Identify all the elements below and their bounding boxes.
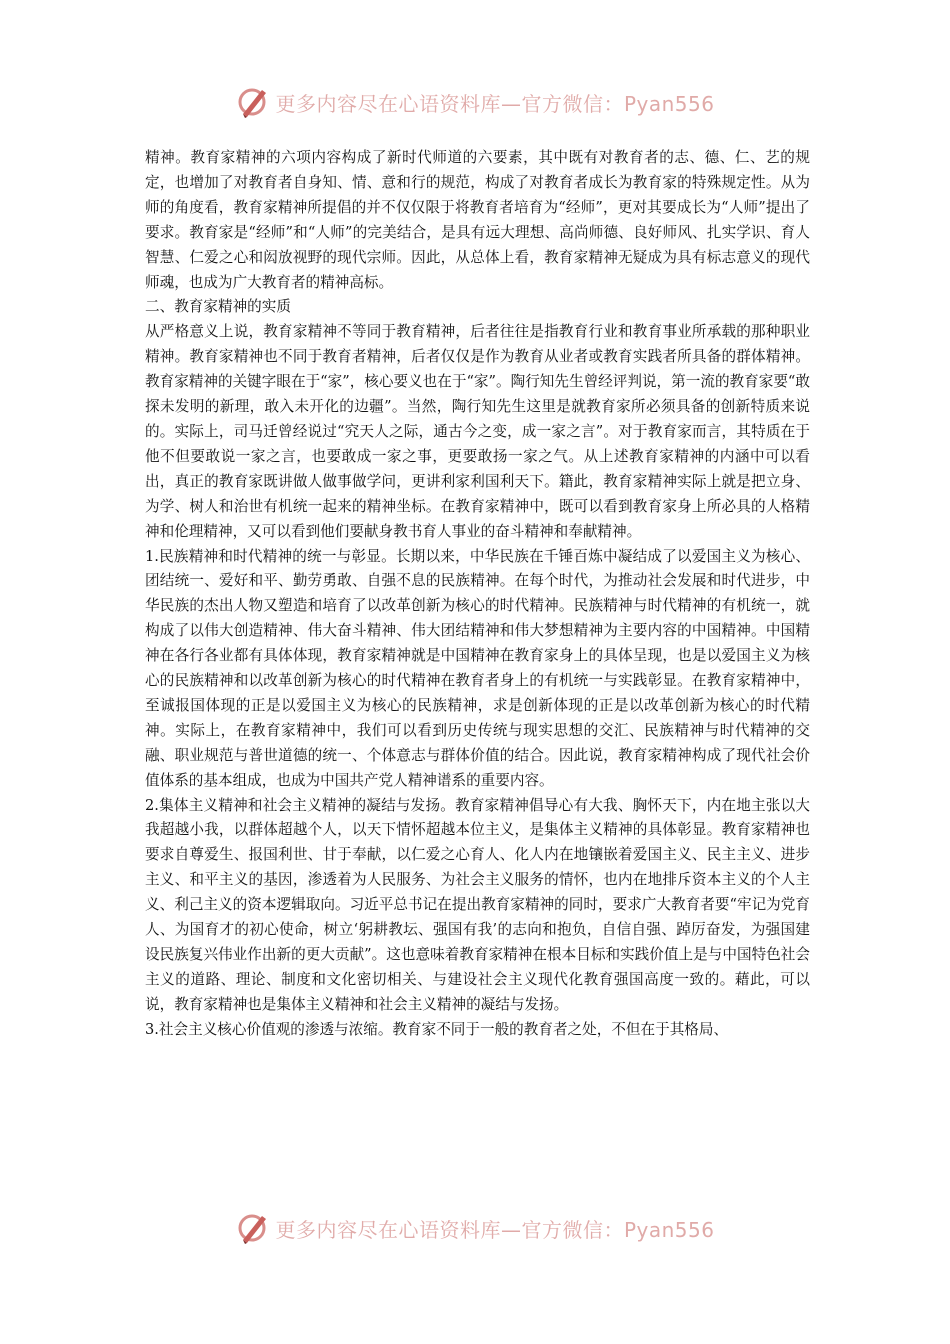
section-heading: 二、教育家精神的实质 [145,298,291,316]
paragraph: 1.民族精神和时代精神的统一与彰显。长期以来，中华民族在千锤百炼中凝结成了以爱国主义为核心、团结统一、爱好和平、勤劳勇敢、自强不息的民族精神。在每个时代，为推动社会发展和时代进步，中华民族的杰出人物又塑造和培育了以改革创新为核心的时代精神。民族精神与时代精神的有机统一，就构成了以伟大创造精神、伟大奋斗精神、伟大团结精神和伟大梦想精神为主要内容的中国精神。中国精神在各行各业都有具体体现，教育家精神就是中国精神在教育家身上的具体呈现，也是以爱国主义为核心的民族精神和以改革创新为核心的时代精神在教育者身上的有机统一与实践彰显。在教育家精神中，至诚报国体现的正是以爱国主义为核心的民族精神，求是创新体现的正是以改革创新为核心的时代精神。实际上，在教育家精神中，我们可以看到历史传统与现实思想的交汇、民族精神与时代精神的交融、职业规范与普世道德的统一、个体意志与群体价值的结合。因此说，教育家精神构成了现代社会价值体系的基本组成，也成为中国共产党人精神谱系的重要内容。 [145,547,810,789]
banner-text: 更多内容尽在心语资料库—官方微信：Pyan556 [275,91,715,116]
paragraph: 2.集体主义精神和社会主义精神的凝结与发扬。教育家精神倡导心有大我、胸怀天下，内在地主张以大我超越小我，以群体超越个人，以天下情怀超越本位主义，是集体主义精神的具体彰显。教育家精神也要求自尊爱生、报国利世、甘于奉献，以仁爱之心育人、化人内在地镶嵌着爱国主义、民主主义、进步主义、和平主义的基因，渗透着为人民服务、为社会主义服务的情怀，也内在地排斥资本主义的个人主义、利己主义的资本逻辑取向。习近平总书记在提出教育家精神的同时，要求广大教育者要“牢记为党育人、为国育才的初心使命，树立‘躬耕教坛、强国有我’的志向和抱负，自信自强、踔厉奋发，为强国建设民族复兴伟业作出新的更大贡献”。这也意味着教育家精神在根本目标和实践价值上是与中国特色社会主义的道路、理论、制度和文化密切相关、与建设社会主义现代化教育强国高度一致的。藉此，可以说，教育家精神也是集体主义精神和社会主义精神的凝结与发扬。 [145,796,810,1013]
paragraph: 3.社会主义核心价值观的渗透与浓缩。教育家不同于一般的教育者之处，不但在于其格局、 [145,1020,729,1038]
header-watermark-banner [0,80,950,124]
pen-logo-icon [235,1210,271,1246]
paragraph: 从严格意义上说，教育家精神不等同于教育精神，后者往往是指教育行业和教育事业所承载的那种职业精神。教育家精神也不同于教育者精神，后者仅仅是作为教育从业者或教育实践者所具备的群体精神。教育家精神的关键字眼在于“家”，核心要义也在于“家”。陶行知先生曾经评判说，第一流的教育家要“敢探未发明的新理，敢入未开化的边疆”。当然，陶行知先生这里是就教育家所必须具备的创新特质来说的。实际上，司马迁曾经说过“究天人之际，通古今之变，成一家之言”。对于教育家而言，其特质在于他不但要敢说一家之言，也要敢成一家之事，更要敢扬一家之气。从上述教育家精神的内涵中可以看出，真正的教育家既讲做人做事做学问，更讲利家利国利天下。籍此，教育家精神实际上就是把立身、为学、树人和治世有机统一起来的精神坐标。在教育家精神中，既可以看到教育家身上所必具的人格精神和伦理精神，又可以看到他们要献身教书育人事业的奋斗精神和奉献精神。 [145,323,810,540]
footer-watermark-banner [0,1206,950,1250]
banner-text: 更多内容尽在心语资料库—官方微信：Pyan556 [275,1217,715,1242]
document-body [145,146,810,1043]
pen-logo-icon [235,84,271,120]
paragraph: 精神。教育家精神的六项内容构成了新时代师道的六要素，其中既有对教育者的志、德、仁、艺的规定，也增加了对教育者自身知、情、意和行的规范，构成了对教育者成长为教育家的特殊规定性。从为师的角度看，教育家精神所提倡的并不仅仅限于将教育者培育为“经师”，更对其要成长为“人师”提出了要求。教育家是“经师”和“人师”的完美结合，是具有远大理想、高尚师德、良好师风、扎实学识、育人智慧、仁爱之心和闳放视野的现代宗师。因此，从总体上看，教育家精神无疑成为具有标志意义的现代师魂，也成为广大教育者的精神高标。 [145,149,810,291]
